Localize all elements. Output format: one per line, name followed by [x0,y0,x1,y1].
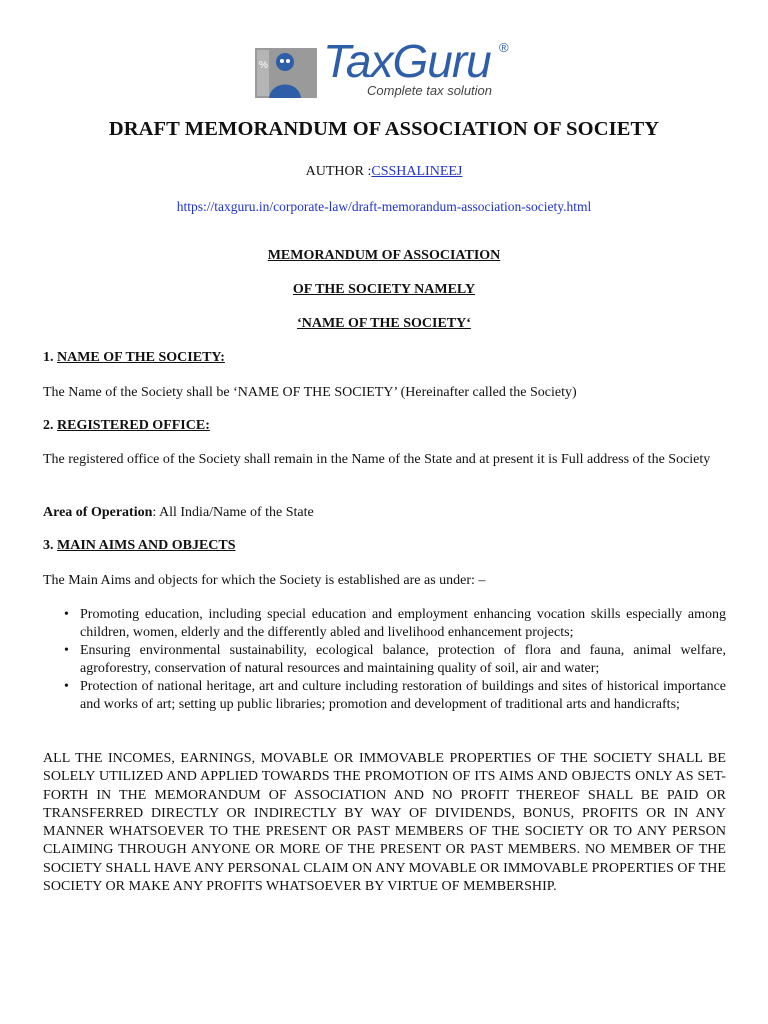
logo-registered-mark: ® [499,40,509,55]
section-1-text: The Name of the Society shall be ‘NAME OF THE SOCIETY’ (Hereinafter called the Society) [43,385,577,400]
area-of-operation [43,504,726,522]
logo-brand-text: TaxGuru [323,35,491,87]
memo-heading-line2: OF THE SOCIETY NAMELY [292,282,476,297]
author-line [0,164,768,180]
list-item: • Protection of national heritage, art and culture including restoration of buildings and sites of historical importance and works of art; setting up public libraries; promotion and development of traditional arts and handicrafts; [43,678,726,714]
source-url-link[interactable]: https://taxguru.in/corporate-law/draft-memorandum-association-society.html [176,199,592,214]
taxguru-logo-mark-icon [255,44,317,98]
list-item: • Promoting education, including special education and employment enhancing vocation skills especially among children, women, elderly and the differently abled and livelihood enhancement projects; [43,606,726,642]
document-title: DRAFT MEMORANDUM OF ASSOCIATION OF SOCIETY [108,118,660,140]
section-1-heading: 1. NAME OF THE SOCIETY: [43,350,225,365]
svg-text:%: % [259,60,268,71]
list-item: • Ensuring environmental sustainability, ecological balance, protection of flora and fauna, animal welfare, agroforestry, conservation of natural resources and maintaining quality of soil, air and water; [43,642,726,678]
memo-heading-line1: MEMORANDUM OF ASSOCIATION [267,248,501,263]
author-label: AUTHOR : [305,164,372,179]
author-link[interactable]: CSSHALINEEJ [371,164,463,179]
section-2-text: The registered office of the Society shall remain in the Name of the State and at present it is Full address of the Society [43,452,711,467]
area-of-operation-label: Area of Operation [43,505,153,520]
taxguru-logo[interactable] [255,35,515,102]
area-of-operation-value: : All India/Name of the State [152,505,314,520]
income-clause-paragraph: ALL THE INCOMES, EARNINGS, MOVABLE OR IMMOVABLE PROPERTIES OF THE SOCIETY SHALL BE SOLELY UTILIZED AND APPLIED TOWARDS THE PROMOTION OF ITS AIMS AND OBJECTS ONLY AS SET-FORTH IN THE MEMORANDUM OF ASSOCIATION AND NO PROFIT THEREOF SHALL BE PAID OR TRANSFERRED DIRECTLY OR INDIRECTLY BY WAY OF DIVIDENDS, BONUS, PROFITS OR IN ANY MANNER WHATSOEVER TO THE PRESENT OR PAST MEMBERS OF THE SOCIETY OR TO ANY PERSON CLAIMING THROUGH ANYONE OR MORE OF THE PRESENT OR PAST MEMBERS. NO MEMBER OF THE SOCIETY SHALL HAVE ANY PERSONAL CLAIM ON ANY MOVABLE OR IMMOVABLE PROPERTIES OF THE SOCIETY OR MAKE ANY PROFITS WHATSOEVER BY VIRTUE OF MEMBERSHIP. [43,751,727,895]
aims-bullet-list [43,606,726,714]
section-3-heading: 3. MAIN AIMS AND OBJECTS [43,538,236,553]
memo-heading-line3: ‘NAME OF THE SOCIETY‘ [297,316,471,331]
section-3-intro: The Main Aims and objects for which the Society is established are as under: – [43,573,486,588]
section-2-heading: 2. REGISTERED OFFICE: [43,418,210,433]
logo-tagline: Complete tax solution [367,83,493,98]
